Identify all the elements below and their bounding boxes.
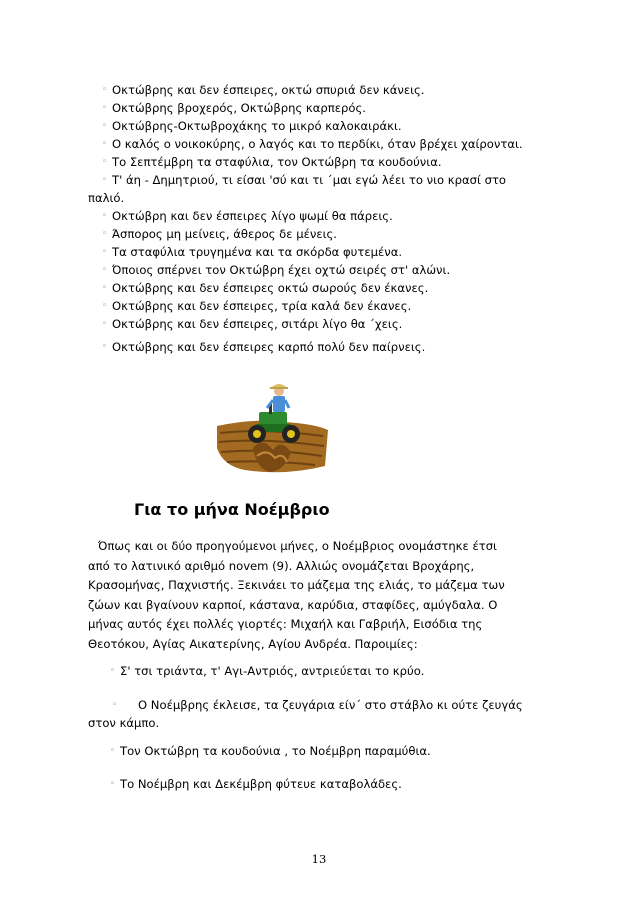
list-item: ◦ Τα σταφύλια τρυγημένα και τα σκόρδα φυτεμένα. (102, 245, 403, 259)
paragraph-line: μήνας αυτός έχει πολλές γιορτές: Μιχαήλ και Γαβριήλ, Εισόδια της (88, 617, 483, 632)
page-number: 13 (311, 852, 327, 866)
list-item-continuation: παλιό. (88, 191, 125, 205)
list-item: ◦ Το Σεπτέμβρη τα σταφύλια, τον Οκτώβρη τα κουδούνια. (102, 155, 442, 169)
body-paragraph (88, 537, 538, 655)
paragraph-line: Κρασομήνας, Παχνιστής. Ξεκινάει το μάζεμα της ελιάς, το μάζεμα των (88, 578, 505, 593)
list-item: ◦ Όποιος σπέρνει τον Οκτώβρη έχει οχτώ σειρές στ' αλώνι. (102, 263, 451, 277)
list-item: ◦ Οκτώβρης και δεν έσπειρες, σιτάρι λίγο θα ΄χεις. (102, 317, 403, 331)
list-item: ◦ Το Νοέμβρη και Δεκέμβρη φύτευε καταβολάδες. (110, 777, 402, 791)
list-item: ◦ Οκτώβρης βροχερός, Οκτώβρης καρπερός. (102, 101, 366, 115)
bullet-icon: ◦ (102, 247, 108, 257)
list-item: ◦ Τον Οκτώβρη τα κουδούνια , το Νοέμβρη παραμύθια. (110, 744, 431, 758)
bullet-icon: ◦ (102, 85, 108, 95)
bullet-icon: ◦ (102, 157, 108, 167)
list-item: ◦ Οκτώβρης και δεν έσπειρες, τρία καλά δεν έκανες. (102, 299, 412, 313)
bullet-icon: ◦ (102, 319, 108, 329)
list-item: ◦ Οκτώβρη και δεν έσπειρες λίγο ψωμί θα πάρεις. (102, 209, 393, 223)
bullet-icon: ◦ (102, 175, 108, 185)
farmer-tractor-illustration (215, 378, 330, 478)
paragraph-line: ζώων και βγαίνουν καρποί, κάστανα, καρύδια, σταφίδες, αμύγδαλα. Ο (88, 597, 498, 612)
list-item: ◦ Οκτώβρης και δεν έσπειρες καρπό πολύ δεν παίρνεις. (102, 340, 426, 354)
list-item: ◦ Ο καλός ο νοικοκύρης, ο λαγός και το περδίκι, όταν βρέχει χαίρονται. (102, 137, 523, 151)
bullet-icon: ◦ (112, 700, 118, 710)
bullet-icon: ◦ (102, 301, 108, 311)
paragraph-line: Θεοτόκου, Αγίας Αικατερίνης, Αγίου Ανδρέα. Παροιμίες: (88, 636, 418, 651)
section-heading: Για το μήνα Νοέμβριο (134, 500, 330, 519)
list-item: ◦ Ο Νοέμβρης έκλεισε, τα ζευγάρια είν΄ στο στάβλο κι ούτε ζευγάς (112, 698, 523, 712)
list-item: ◦ Οκτώβρης και δεν έσπειρες, οκτώ σπυριά δεν κάνεις. (102, 83, 425, 97)
bullet-icon: ◦ (102, 229, 108, 239)
bullet-icon: ◦ (102, 121, 108, 131)
list-item: ◦ Οκτώβρης και δεν έσπειρες οκτώ σωρούς δεν έκανες. (102, 281, 429, 295)
paragraph-line: Όπως και οι δύο προηγούμενοι μήνες, ο Νοέμβριος ονομάστηκε έτσι (98, 539, 497, 553)
bullet-icon: ◦ (102, 342, 108, 352)
bullet-icon: ◦ (102, 283, 108, 293)
paragraph-line: από το λατινικό αριθμό novem (9). Αλλιώς ονομάζεται Βροχάρης, (88, 558, 475, 573)
bullet-icon: ◦ (110, 779, 116, 789)
bullet-icon: ◦ (102, 139, 108, 149)
list-item-continuation: στον κάμπο. (88, 716, 160, 730)
bullet-icon: ◦ (102, 265, 108, 275)
list-item: ◦ Άσπορος μη μείνεις, άθερος δε μένεις. (102, 227, 337, 241)
list-item: ◦ Τ' άη - Δημητριού, τι είσαι 'σύ και τι ΄μαι εγώ λέει το νιο κρασί στο (102, 173, 507, 187)
bullet-icon: ◦ (102, 211, 108, 221)
bullet-icon: ◦ (110, 666, 116, 676)
list-item: ◦ Οκτώβρης-Οκτωβροχάκης το μικρό καλοκαιράκι. (102, 119, 402, 133)
bullet-icon: ◦ (110, 746, 116, 756)
bullet-icon: ◦ (102, 103, 108, 113)
list-item: ◦ Σ' τσι τριάντα, τ' Αγι-Αντριός, αντριεύεται το κρύο. (110, 664, 425, 678)
